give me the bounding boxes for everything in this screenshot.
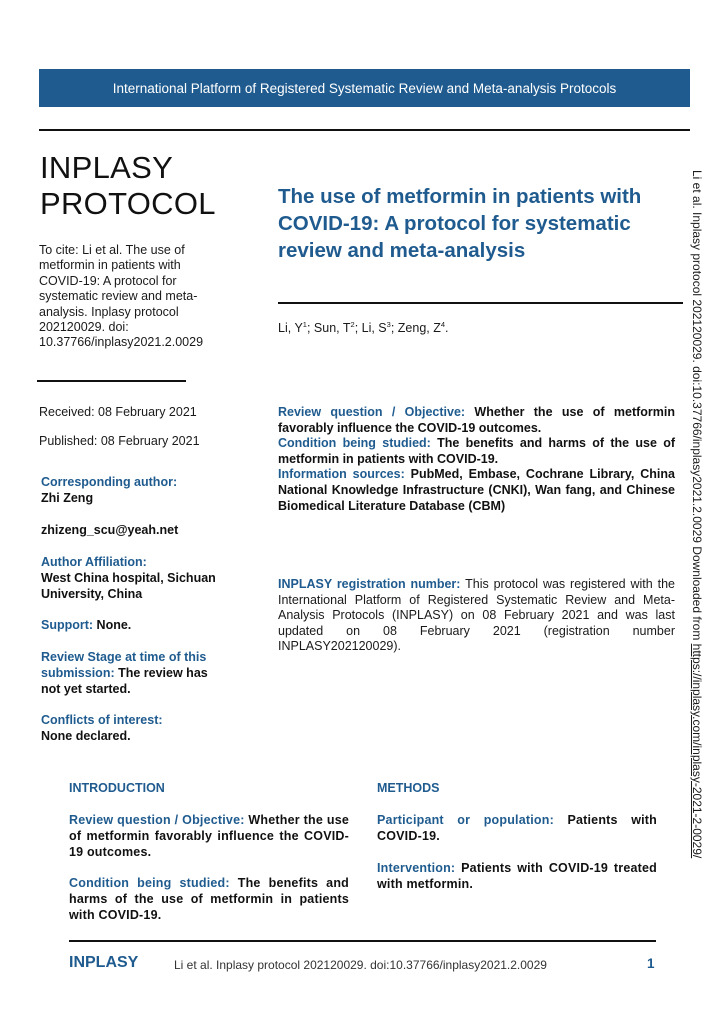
footer-rule xyxy=(69,940,656,942)
conflicts-label: Conflicts of interest: xyxy=(41,713,163,727)
inplasy-protocol-title xyxy=(40,150,230,222)
received-date: Received: 08 February 2021 xyxy=(39,405,197,419)
title-rule xyxy=(278,302,683,304)
author-name: Li, Y xyxy=(278,321,303,336)
methods-intervention xyxy=(377,860,657,892)
side-citation-text: Li et al. Inplasy protocol 202120029. doi:10.37766/inplasy2021.2.0029 Downloaded from xyxy=(690,170,704,644)
author-list-end: . xyxy=(445,321,449,336)
intro-rq-label: Review question / Objective: xyxy=(69,813,245,827)
summary-cond-label: Condition being studied: xyxy=(278,436,431,451)
conflicts-of-interest xyxy=(41,712,231,744)
author-list xyxy=(278,320,449,335)
summary-info-label: Information sources: xyxy=(278,467,405,482)
title-line-2: PROTOCOL xyxy=(40,186,216,221)
published-date: Published: 08 February 2021 xyxy=(39,434,200,448)
summary-condition xyxy=(278,436,675,467)
intro-cond-label: Condition being studied: xyxy=(69,876,230,890)
stage-label: Review Stage at time of this submission: xyxy=(41,650,207,680)
author-email[interactable]: zhizeng_scu@yeah.net xyxy=(41,523,179,537)
stage-value: The review has not yet started. xyxy=(41,666,208,696)
introduction-heading: INTRODUCTION xyxy=(69,781,165,795)
affiliation-label: Author Affiliation: xyxy=(41,555,147,569)
pop-text: Patients with COVID-19. xyxy=(377,813,657,844)
author-affiliation xyxy=(41,554,231,602)
intro-condition xyxy=(69,875,349,924)
registration-block xyxy=(278,577,675,655)
summary-review-question xyxy=(278,405,675,436)
title-line-1: INPLASY xyxy=(40,150,174,185)
intro-review-question xyxy=(69,812,349,861)
side-citation-link[interactable]: https://inplasy.com/inplasy-2021-2-0029/ xyxy=(690,643,704,859)
affiliation-value: West China hospital, Sichuan University, China xyxy=(41,571,216,601)
header-banner xyxy=(39,69,690,107)
footer-brand: INPLASY xyxy=(69,954,139,971)
author-affil-mark: 4 xyxy=(440,320,446,329)
author-affil-mark: 1 xyxy=(302,320,307,329)
summary-cond-text: The benefits and harms of the use of metformin in patients with COVID-19. xyxy=(278,436,676,466)
article-title: The use of metformin in patients with COVID-19: A protocol for systematic review and meta-analysis xyxy=(278,185,642,262)
support-label: Support: xyxy=(41,618,94,632)
summary-block xyxy=(278,405,675,514)
summary-information-sources xyxy=(278,467,675,514)
summary-info-text: PubMed, Embase, Cochrane Library, China National Knowledge Infrastructure (CNKI), Wan fang, and Chinese Biomedical Literature Database (CBM) xyxy=(278,467,675,513)
footer-citation: Li et al. Inplasy protocol 202120029. doi:10.37766/inplasy2021.2.0029 xyxy=(174,958,547,972)
intro-rq-text: Whether the use of metformin favorably influence the COVID-19 outcomes. xyxy=(69,813,349,860)
author-affil-mark: 3 xyxy=(386,320,391,329)
banner-text: International Platform of Registered Systematic Review and Meta-analysis Protocols xyxy=(112,80,617,96)
int-text: Patients with COVID-19 treated with metformin. xyxy=(377,861,657,892)
page-number: 1 xyxy=(647,956,655,971)
corresponding-name: Zhi Zeng xyxy=(41,491,94,505)
registration-text: This protocol was registered with the International Platform of Registered Systematic Review and Meta-Analysis Protocols (INPLASY) on 08 February 2021 and was last updated on 08 February 2021 (registration number INPLASY202120029). xyxy=(278,577,675,654)
support-value: None. xyxy=(93,618,132,632)
summary-rq-text: Whether the use of metformin favorably influence the COVID-19 outcomes. xyxy=(278,405,675,435)
author-name: ; Sun, T xyxy=(306,321,351,336)
intro-cond-text: The benefits and harms of the use of metformin in patients with COVID-19. xyxy=(69,876,349,923)
review-stage xyxy=(41,649,226,697)
support xyxy=(41,617,231,633)
summary-rq-label: Review question / Objective: xyxy=(278,405,466,419)
int-label: Intervention: xyxy=(377,861,456,875)
author-name: ; Zeng, Z xyxy=(390,321,441,336)
side-citation xyxy=(690,170,704,858)
author-affil-mark: 2 xyxy=(350,320,355,329)
methods-heading: METHODS xyxy=(377,781,440,795)
pop-label: Participant or population: xyxy=(377,813,554,827)
methods-population xyxy=(377,812,657,844)
author-name: ; Li, S xyxy=(354,321,387,336)
registration-label: INPLASY registration number: xyxy=(278,577,461,591)
top-rule xyxy=(39,129,690,131)
conflicts-value: None declared. xyxy=(41,729,131,743)
corresponding-author xyxy=(41,474,231,506)
corresponding-label: Corresponding author: xyxy=(41,475,178,489)
left-cite-rule xyxy=(37,380,186,382)
to-cite: To cite: Li et al. The use of metformin in patients with COVID-19: A protocol for systematic review and meta-analysis. Inplasy protocol 202120029. doi: 10.37766/inplasy2021.2.0029 xyxy=(39,243,204,350)
